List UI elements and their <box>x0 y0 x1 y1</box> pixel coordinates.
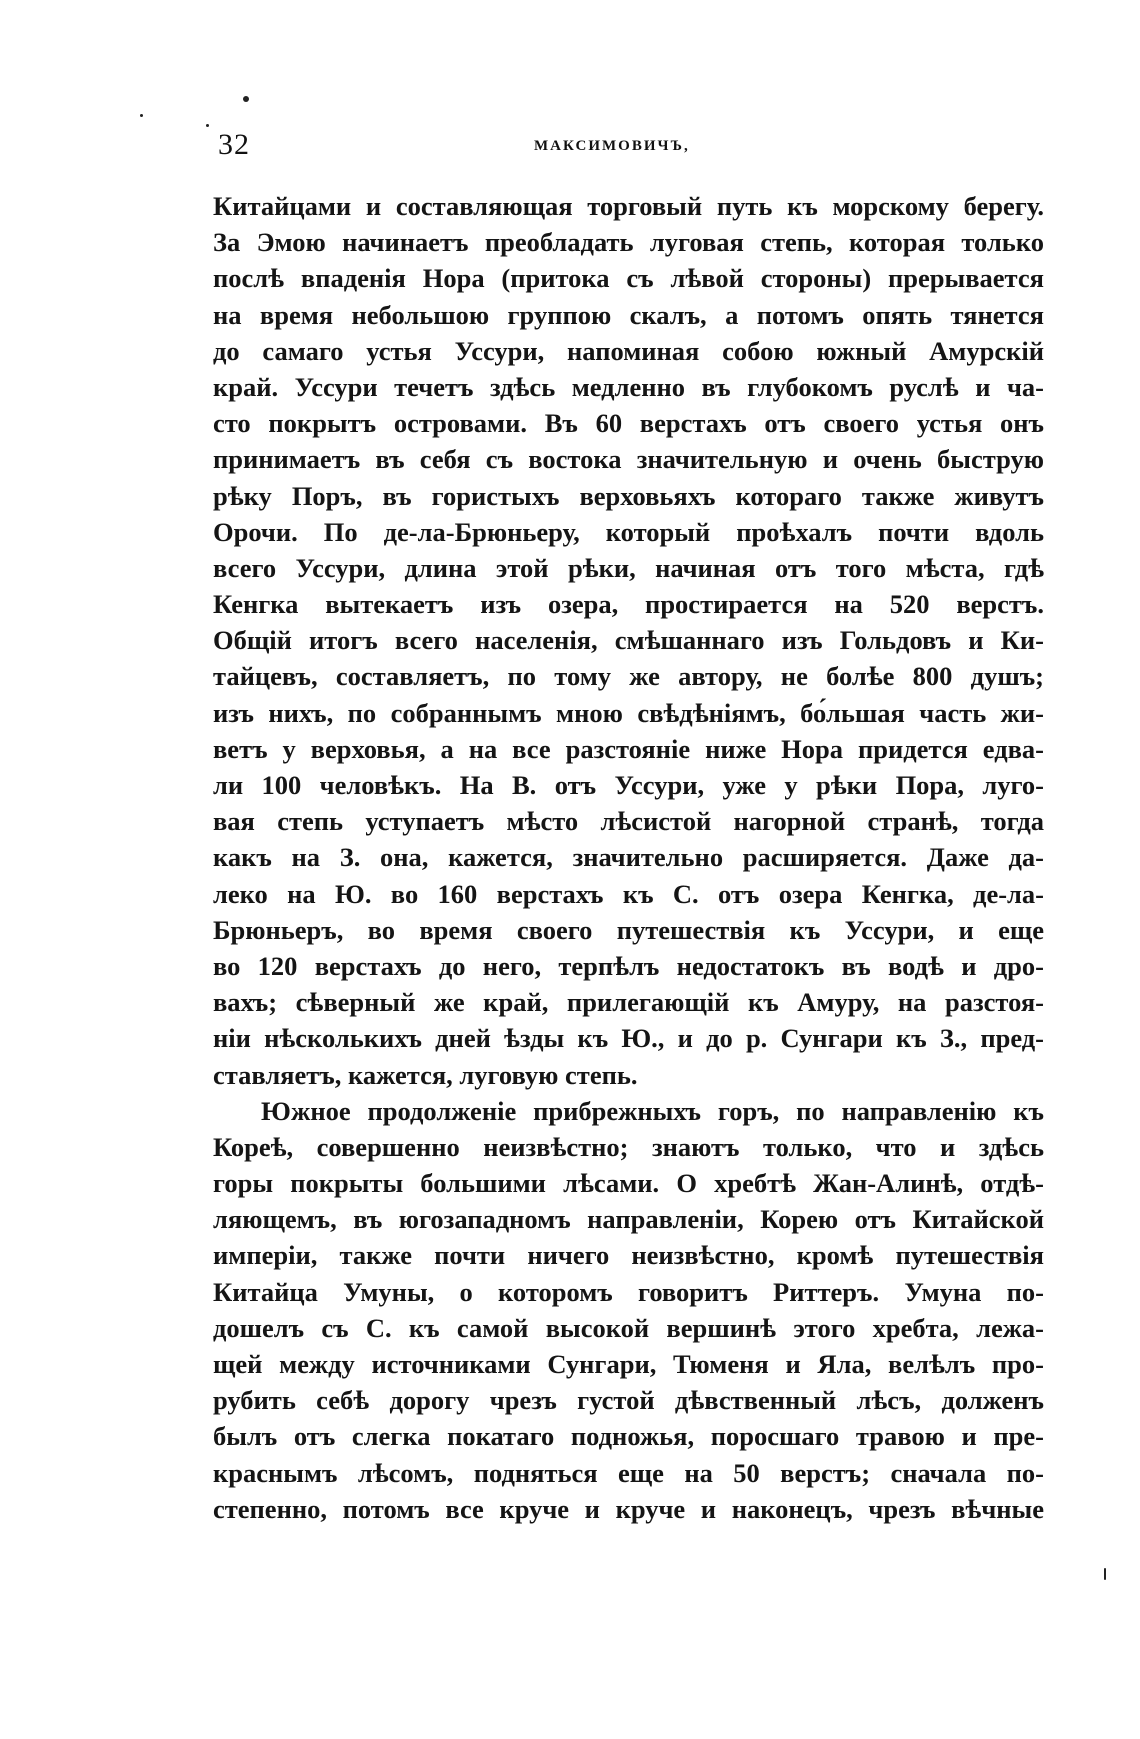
text-line: до самаго устья Уссури, напоминая собою южный Амурскій <box>213 335 1044 366</box>
text-line: принимаетъ въ себя съ востока значительную и очень быструю <box>213 444 1044 475</box>
text-line: ляющемъ, въ югозападномъ направленіи, Корею отъ Китайской <box>213 1204 1044 1235</box>
text-line: ставляетъ, кажется, луговую степь. <box>213 1059 638 1090</box>
paragraph <box>213 188 1044 1093</box>
text-line: изъ нихъ, по собраннымъ мною свѣдѣніямъ, бо́льшая часть жи- <box>213 697 1044 728</box>
text-line: ли 100 человѣкъ. На В. отъ Уссури, уже у рѣки Пора, луго- <box>213 770 1044 800</box>
ink-speck <box>243 96 249 102</box>
text-line: горы покрыты большими лѣсами. О хребтѣ Жан-Алинѣ, отдѣ- <box>213 1168 1044 1199</box>
text-line: какъ на З. она, кажется, значительно расширяется. Даже да- <box>213 842 1044 873</box>
text-line: Брюньеръ, во время своего путешествія къ Уссури, и еще <box>213 914 1044 945</box>
text-line: За Эмою начинаетъ преобладать луговая степь, которая только <box>213 227 1044 258</box>
text-line: щей между источниками Сунгари, Тюменя и Яла, велѣлъ про- <box>213 1349 1044 1379</box>
text-line: во 120 верстахъ до него, терпѣлъ недостатокъ въ водѣ и дро- <box>213 950 1044 981</box>
text-line: рубить себѣ дорогу чрезъ густой дѣвственный лѣсъ, долженъ <box>213 1385 1044 1416</box>
paragraph <box>213 1093 1044 1527</box>
body-text <box>213 188 1044 1527</box>
page-header <box>218 128 1038 168</box>
text-line: Орочи. По де-ла-Брюньеру, который проѣхалъ почти вдоль <box>213 516 1044 547</box>
text-line: край. Уссури течетъ здѣсь медленно въ глубокомъ руслѣ и ча- <box>213 371 1044 402</box>
text-line: степенно, потомъ все круче и круче и наконецъ, чрезъ вѣчные <box>213 1493 1044 1524</box>
text-line: вая степь уступаетъ мѣсто лѣсистой нагорной странѣ, тогда <box>213 806 1044 837</box>
page-number: 32 <box>218 128 250 161</box>
text-line: былъ отъ слегка покатаго подножья, поросшаго травою и пре- <box>213 1421 1044 1452</box>
text-line: Кореѣ, совершенно неизвѣстно; знаютъ только, что и здѣсь <box>213 1131 1044 1162</box>
text-line: краснымъ лѣсомъ, подняться еще на 50 верстъ; сначала по- <box>213 1457 1044 1488</box>
text-line: сто покрытъ островами. Въ 60 верстахъ отъ своего устья онъ <box>213 408 1044 439</box>
text-line: на время небольшою группою скалъ, а потомъ опять тянется <box>213 299 1044 330</box>
text-line: Китайца Умуны, о которомъ говоритъ Риттеръ. Умуна по- <box>213 1276 1044 1307</box>
text-line: вахъ; сѣверный же край, прилегающій къ Амуру, на разстоя- <box>213 987 1044 1018</box>
ink-speck <box>206 124 209 127</box>
text-line: рѣку Поръ, въ гористыхъ верховьяхъ котораго также живутъ <box>213 480 1044 511</box>
running-head: МАКСИМОВИЧЪ, <box>534 138 690 154</box>
text-line: леко на Ю. во 160 верстахъ къ С. отъ озера Кенгка, де-ла- <box>213 878 1044 909</box>
text-line: Китайцами и составляющая торговый путь къ морскому берегу. <box>213 191 1044 221</box>
text-line: Общій итогъ всего населенія, смѣшаннаго изъ Гольдовъ и Ки- <box>213 625 1044 656</box>
text-line: ніи нѣсколькихъ дней ѣзды къ Ю., и до р. Сунгари къ З., пред- <box>213 1023 1044 1054</box>
text-line: Кенгка вытекаетъ изъ озера, простирается на 520 верстъ. <box>213 589 1044 620</box>
ink-speck <box>140 114 143 117</box>
text-line: ветъ у верховья, а на все разстояніе ниже Нора придется едва- <box>213 733 1044 764</box>
text-line: тайцевъ, составляетъ, по тому же автору, не болѣе 800 душъ; <box>213 661 1044 692</box>
text-line: дошелъ съ С. къ самой высокой вершинѣ этого хребта, лежа- <box>213 1312 1044 1343</box>
text-line: имперіи, также почти ничего неизвѣстно, кромѣ путешествія <box>213 1240 1044 1271</box>
text-line: Южное продолженіе прибрежныхъ горъ, по направленію къ <box>261 1095 1044 1126</box>
text-line: послѣ впаденія Нора (притока съ лѣвой стороны) прерывается <box>213 263 1044 294</box>
text-line: всего Уссури, длина этой рѣки, начиная отъ того мѣста, гдѣ <box>213 552 1044 583</box>
ink-speck <box>1104 1568 1106 1580</box>
